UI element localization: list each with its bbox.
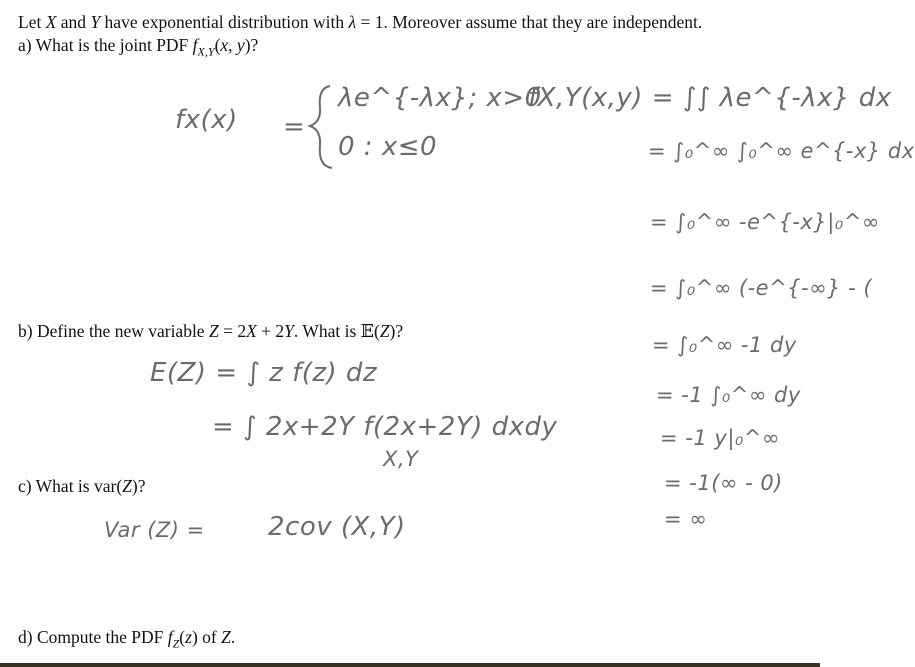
- hw-equals: =: [283, 112, 306, 142]
- bottom-border: [0, 663, 820, 667]
- hw-case2: 0 : x≤0: [338, 132, 438, 162]
- piecewise-brace: [310, 86, 332, 168]
- hw-joint-l4: = ∫₀^∞ -1 dy: [652, 333, 797, 357]
- hw-joint-l5: = -1 ∫₀^∞ dy: [656, 383, 801, 407]
- hw-fx-lhs: fx(x): [175, 105, 238, 135]
- hw-var-rhs: 2cov (X,Y): [268, 512, 406, 542]
- hw-joint-l2: = ∫₀^∞ -e^{-x}|₀^∞: [650, 210, 880, 234]
- hw-case1: λe^{-λx}; x>0: [338, 83, 542, 113]
- question-intro: Let X and Y have exponential distribution with λ = 1. Moreover assume that they are independent.: [18, 12, 703, 32]
- question-b: b) Define the new variable Z = 2X + 2Y. What is 𝔼(Z)?: [18, 321, 404, 341]
- hw-var-lhs: Var (Z) =: [104, 518, 205, 542]
- question-d: d) Compute the PDF $f_Z(z)$ of Z.: [18, 627, 236, 651]
- hw-joint-l1: = ∫₀^∞ ∫₀^∞ e^{-x} dx: [648, 139, 915, 163]
- hw-ez-sub: X,Y: [383, 447, 419, 471]
- question-a: a) What is the joint PDF $f_{X,Y}(x$, y)?: [18, 35, 259, 59]
- hw-joint-l7: = -1(∞ - 0): [664, 471, 783, 495]
- hw-joint-l8: = ∞: [664, 507, 708, 531]
- hw-ez-l1: E(Z) = ∫ z f(z) dz: [150, 358, 378, 388]
- hw-ez-l2: = ∫ 2x+2Y f(2x+2Y) dxdy: [212, 412, 558, 442]
- hw-joint-l6: = -1 y|₀^∞: [660, 426, 780, 450]
- hw-joint-lhs: fX,Y(x,y) = ∫∫ λe^{-λx} dx: [528, 83, 892, 113]
- question-c: c) What is var(Z)?: [18, 476, 146, 496]
- hw-joint-l3: = ∫₀^∞ (-e^{-∞} - (: [650, 276, 873, 300]
